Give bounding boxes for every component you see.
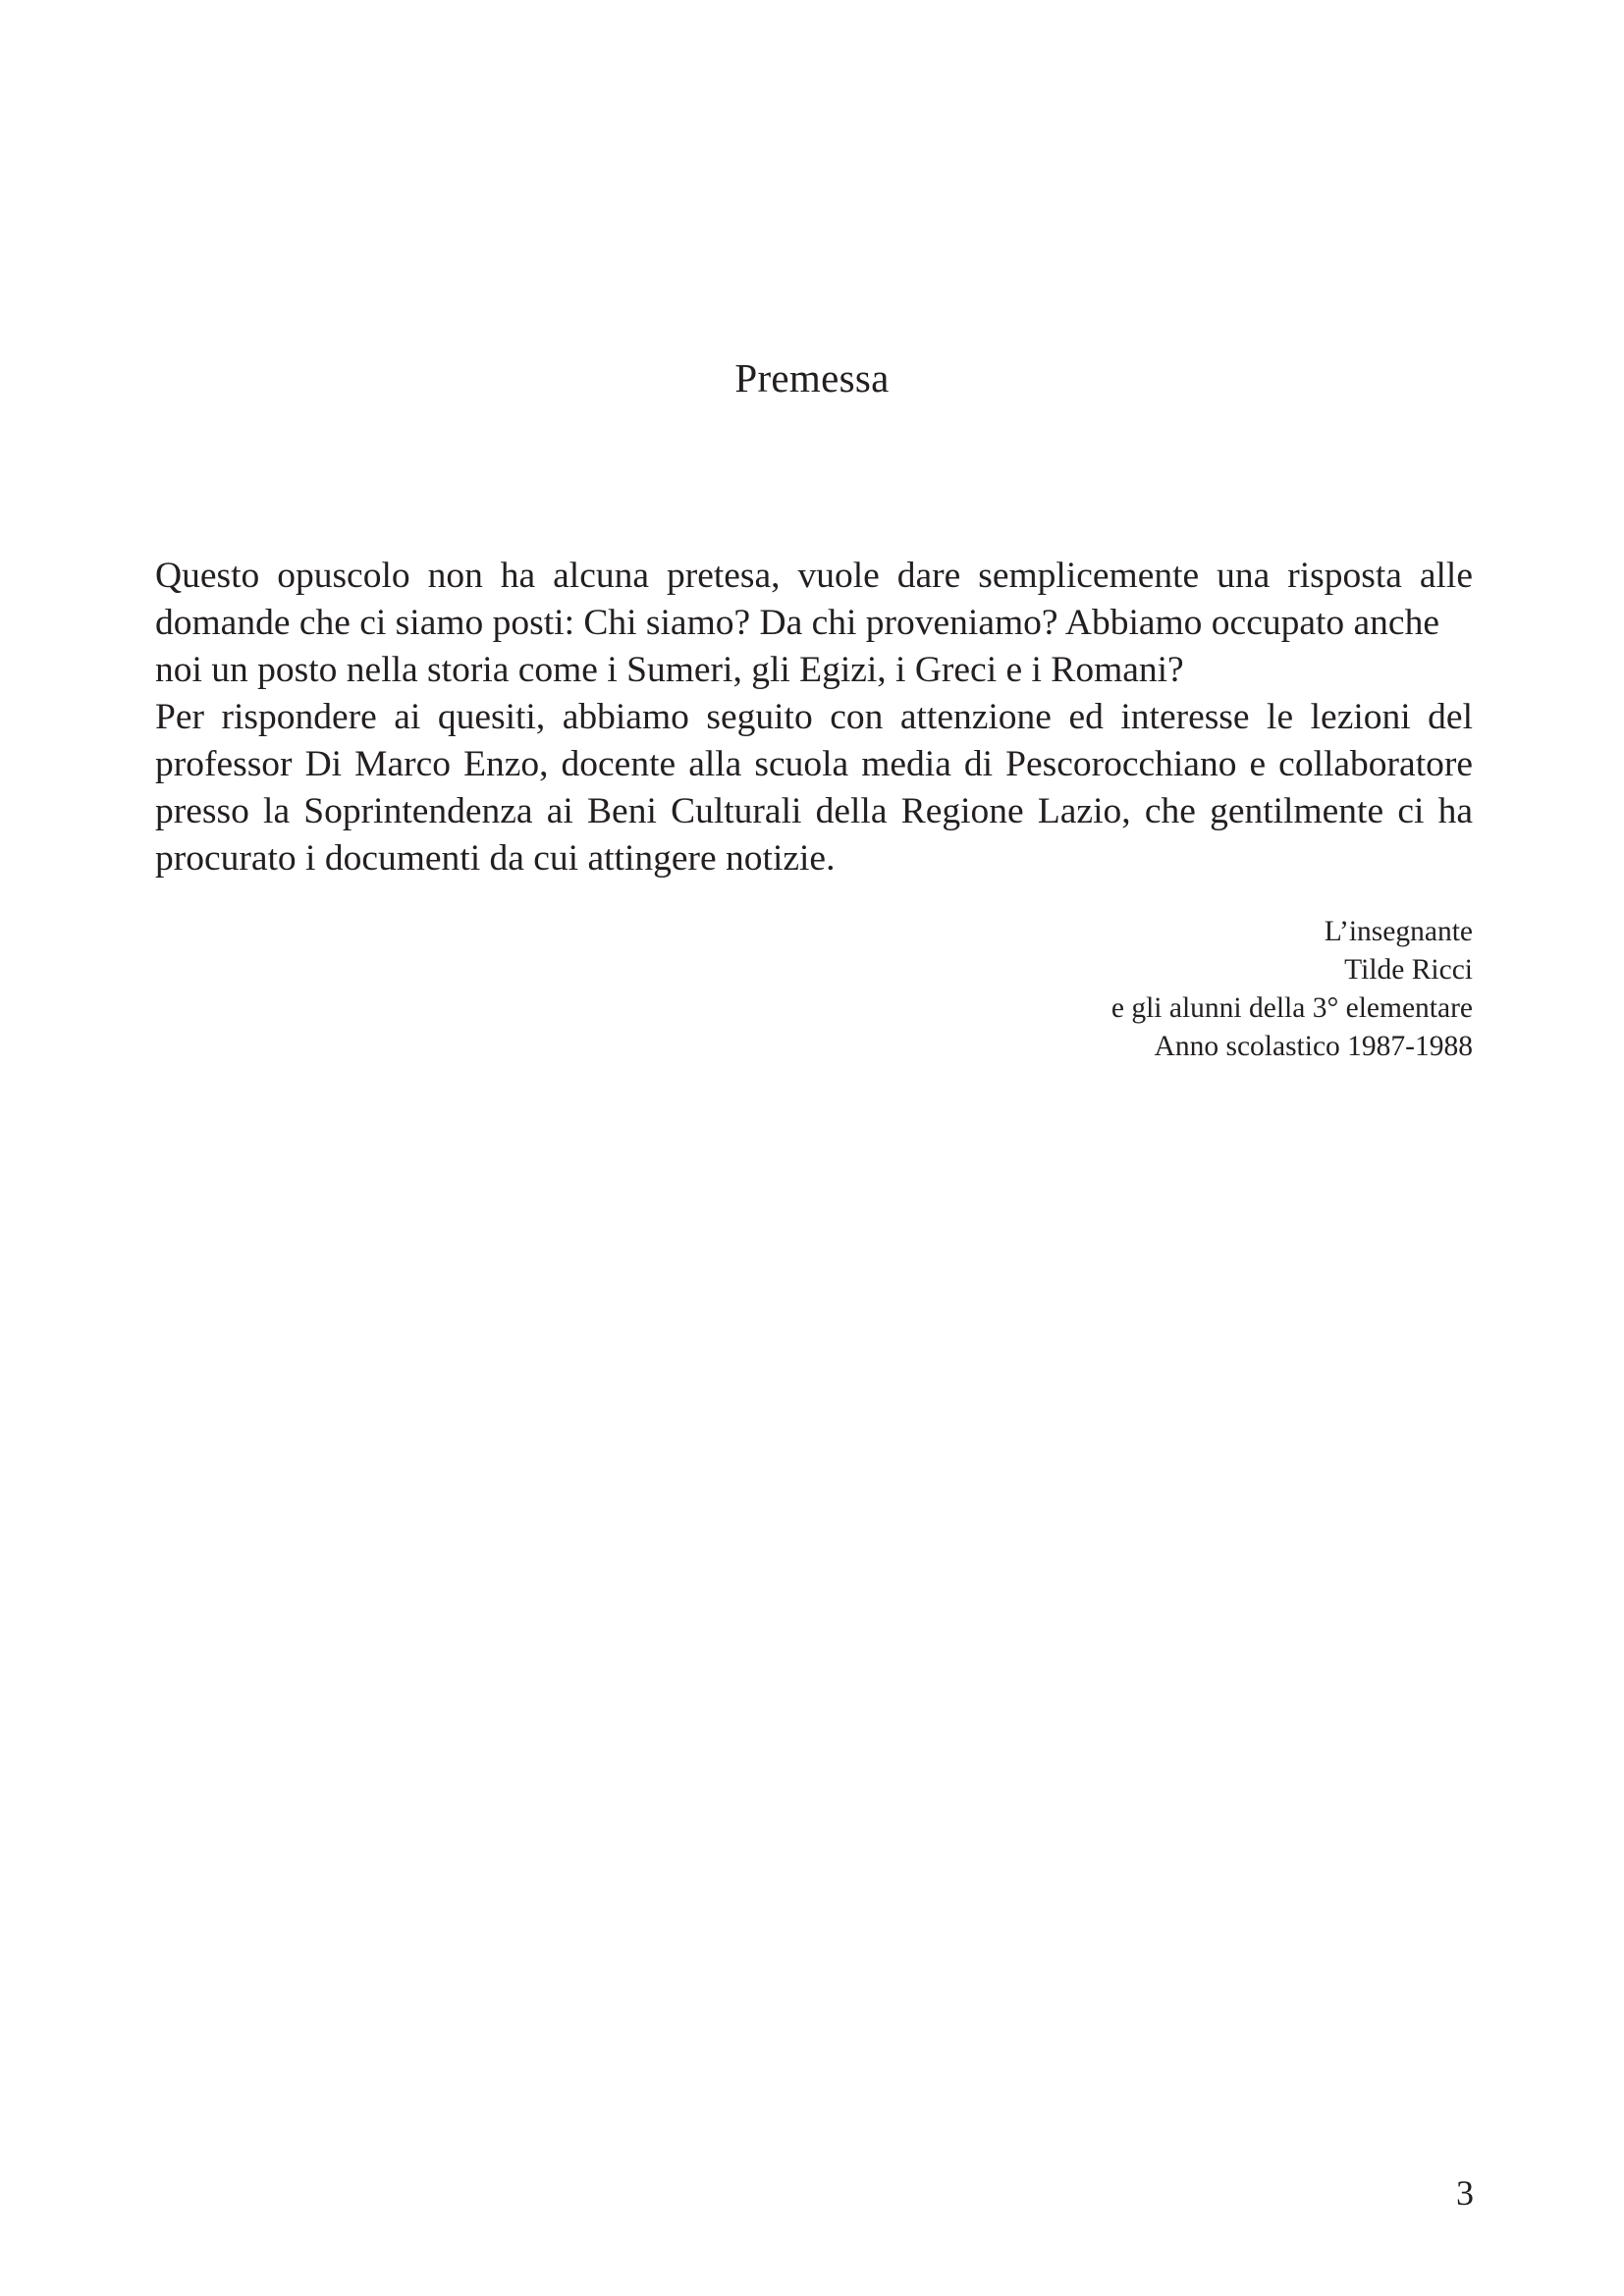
signature-school-year: Anno scolastico 1987-1988 — [1154, 1031, 1473, 1062]
body-line: procurato i documenti da cui attingere notizie. — [155, 838, 836, 879]
body-line: Questo opuscolo non ha alcuna pretesa, vuole dare semplicemente una risposta alle — [155, 556, 1473, 596]
signature-students: e gli alunni della 3° elementare — [1110, 992, 1473, 1024]
body-line: professor Di Marco Enzo, docente alla scuola media di Pescorocchiano e collaboratore — [155, 744, 1473, 784]
page-title: Premessa — [734, 355, 890, 400]
body-line: domande che ci siamo posti: Chi siamo? Da chi proveniamo? Abbiamo occupato anche — [155, 603, 1439, 643]
body-line: noi un posto nella storia come i Sumeri, gli Egizi, i Greci e i Romani? — [155, 650, 1184, 690]
signature-name: Tilde Ricci — [1344, 954, 1473, 986]
body-line: presso la Soprintendenza ai Beni Culturali della Regione Lazio, che gentilmente ci ha — [155, 791, 1473, 831]
page-number: 3 — [1456, 2173, 1474, 2213]
signature-role: L’insegnante — [1324, 916, 1473, 947]
body-line: Per rispondere ai quesiti, abbiamo seguito con attenzione ed interesse le lezioni del — [155, 697, 1473, 737]
preface-body — [155, 553, 1473, 882]
signature-block — [1111, 913, 1473, 1066]
